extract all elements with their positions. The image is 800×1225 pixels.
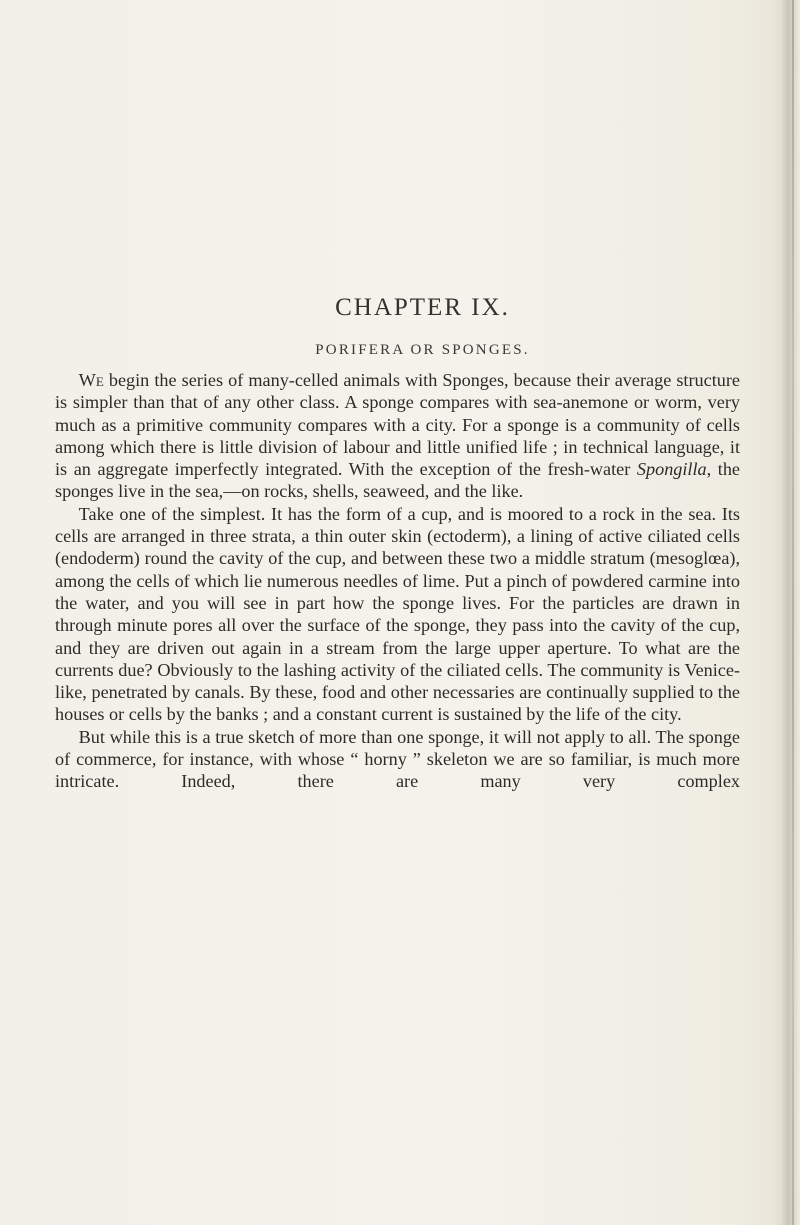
- paragraph-1-text-a: begin the series of many-celled animals with Sponges, because their average structure is simpler than that of any other class. A sponge compares with sea-anemone or worm, very much as a primitive community compares with a city. For a sponge is a community of cells among which there is little division of labour and little unified life ; in technical language, it is an aggregate imperfectly integrated. With the exception of the fresh-water: [55, 370, 740, 480]
- chapter-body: [55, 369, 740, 793]
- page-edge-line: [792, 0, 794, 1225]
- page-binding-edge: [770, 0, 800, 1225]
- paragraph-1-text-b: , the sponges live in the sea,—on rocks, shells, seaweed, and the like.: [55, 459, 740, 502]
- paragraph-1-italic: Spongilla: [636, 459, 707, 480]
- paragraph-2: Take one of the simplest. It has the form of a cup, and is moored to a rock in the sea. Its cells are arranged in three strata, a thin outer skin (ectoderm), a lining of active ciliated cells (endoderm) round the cavity of the cup, and between these two a middle stratum (mesoglœa), among the cells of which lie numerous needles of lime. Put a pinch of powdered carmine into the water, and you will see in part how the sponge lives. For the particles are drawn in through minute pores all over the surface of the sponge, they pass into the cavity of the cup, and they are driven out again in a stream from the large upper aperture. To what are the currents due? Obviously to the lashing activity of the ciliated cells. The community is Venice-like, penetrated by canals. By these, food and other necessaries are continually supplied to the houses or cells by the banks ; and a constant current is sustained by the life of the city.: [55, 503, 740, 725]
- chapter-subtitle: PORIFERA OR SPONGES.: [315, 342, 530, 358]
- paragraph-lead-word: We: [78, 370, 104, 390]
- paragraph-3: But while this is a true sketch of more than one sponge, it will not apply to all. The sponge of commerce, for instance, with whose “ horny ” skeleton we are so familiar, is much more intricate. Indeed, there are many very complex: [55, 726, 740, 792]
- chapter-title: CHAPTER IX.: [335, 294, 510, 321]
- paragraph-1: [55, 369, 740, 503]
